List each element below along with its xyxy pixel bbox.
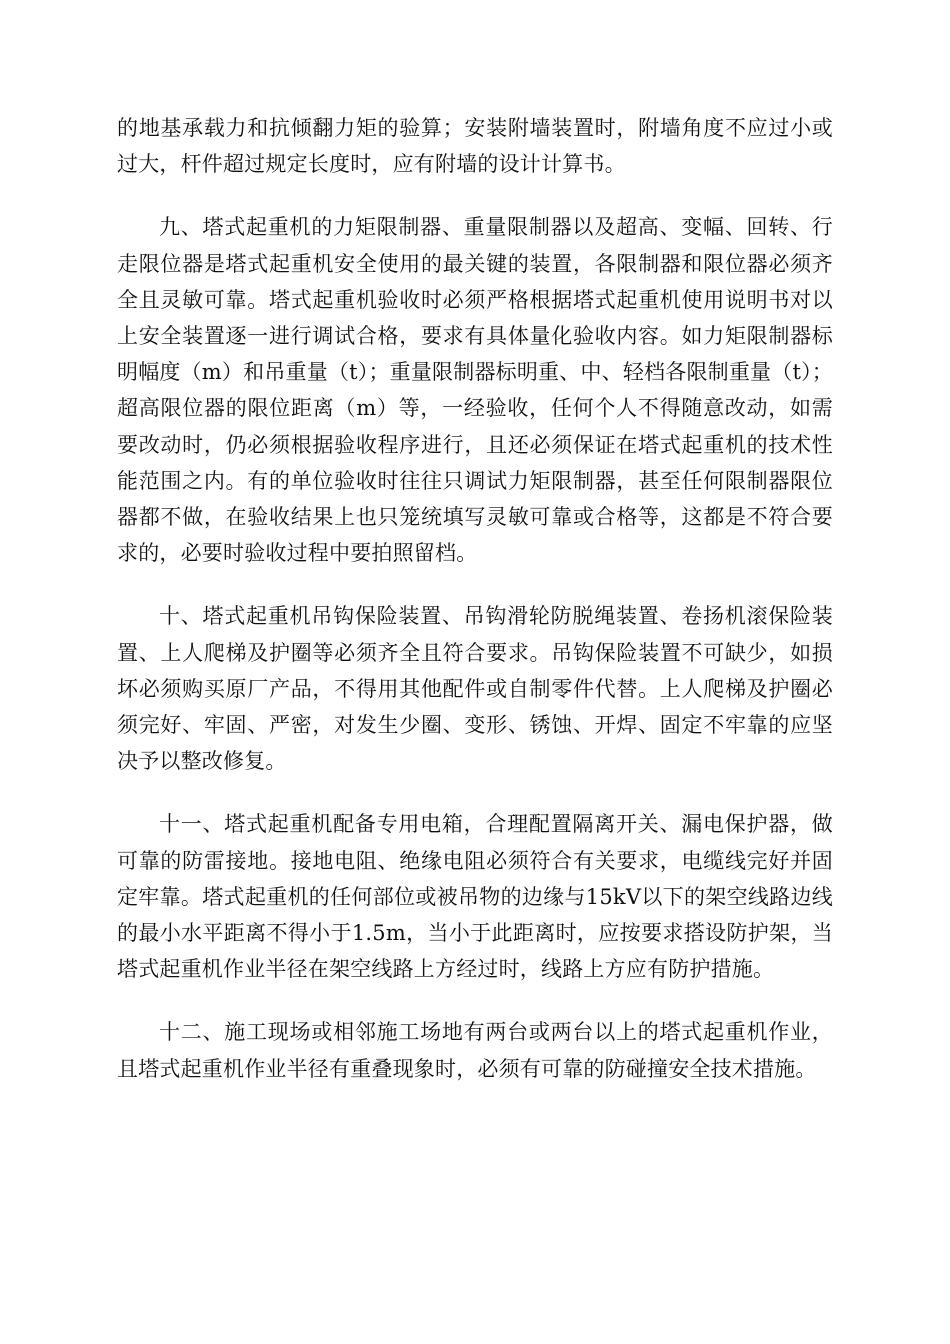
paragraph-item-12: 十二、施工现场或相邻施工场地有两台或两台以上的塔式起重机作业，且塔式起重机作业半径有重叠现象时，必须有可靠的防碰撞安全技术措施。 xyxy=(117,1020,833,1081)
document-page xyxy=(117,110,833,1087)
paragraph-item-10: 十、塔式起重机吊钩保险装置、吊钩滑轮防脱绳装置、卷扬机滚保险装置、上人爬梯及护圈等必须齐全且符合要求。吊钩保险装置不可缺少，如损坏必须购买原厂产品，不得用其他配件或自制零件代替。上人爬梯及护圈必须完好、牢固、严密，对发生少圈、变形、锈蚀、开焊、固定不牢靠的应坚决予以整改修复。 xyxy=(117,604,833,774)
paragraph-continuation: 的地基承载力和抗倾翻力矩的验算；安装附墙装置时，附墙角度不应过小或过大，杆件超过规定长度时，应有附墙的设计计算书。 xyxy=(117,116,833,177)
paragraph-item-9: 九、塔式起重机的力矩限制器、重量限制器以及超高、变幅、回转、行走限位器是塔式起重机安全使用的最关键的装置，各限制器和限位器必须齐全且灵敏可靠。塔式起重机验收时必须严格根据塔式起重机使用说明书对以上安全装置逐一进行调试合格，要求有具体量化验收内容。如力矩限制器标明幅度（m）和吊重量（t）；重量限制器标明重、中、轻档各限制重量（t）；超高限位器的限位距离（m）等，一经验收，任何个人不得随意改动，如需要改动时，仍必须根据验收程序进行，且还必须保证在塔式起重机的技术性能范围之内。有的单位验收时往往只调试力矩限制器，甚至任何限制器限位器都不做，在验收结果上也只笼统填写灵敏可靠或合格等，这都是不符合要求的，必要时验收过程中要拍照留档。 xyxy=(117,215,833,566)
paragraph-item-11: 十一、塔式起重机配备专用电箱，合理配置隔离开关、漏电保护器，做可靠的防雷接地。接地电阻、绝缘电阻必须符合有关要求，电缆线完好并固定牢靠。塔式起重机的任何部位或被吊物的边缘与15kV以下的架空线路边线的最小水平距离不得小于1.5m，当小于此距离时，应按要求搭设防护架，当塔式起重机作业半径在架空线路上方经过时，线路上方应有防护措施。 xyxy=(117,812,833,982)
